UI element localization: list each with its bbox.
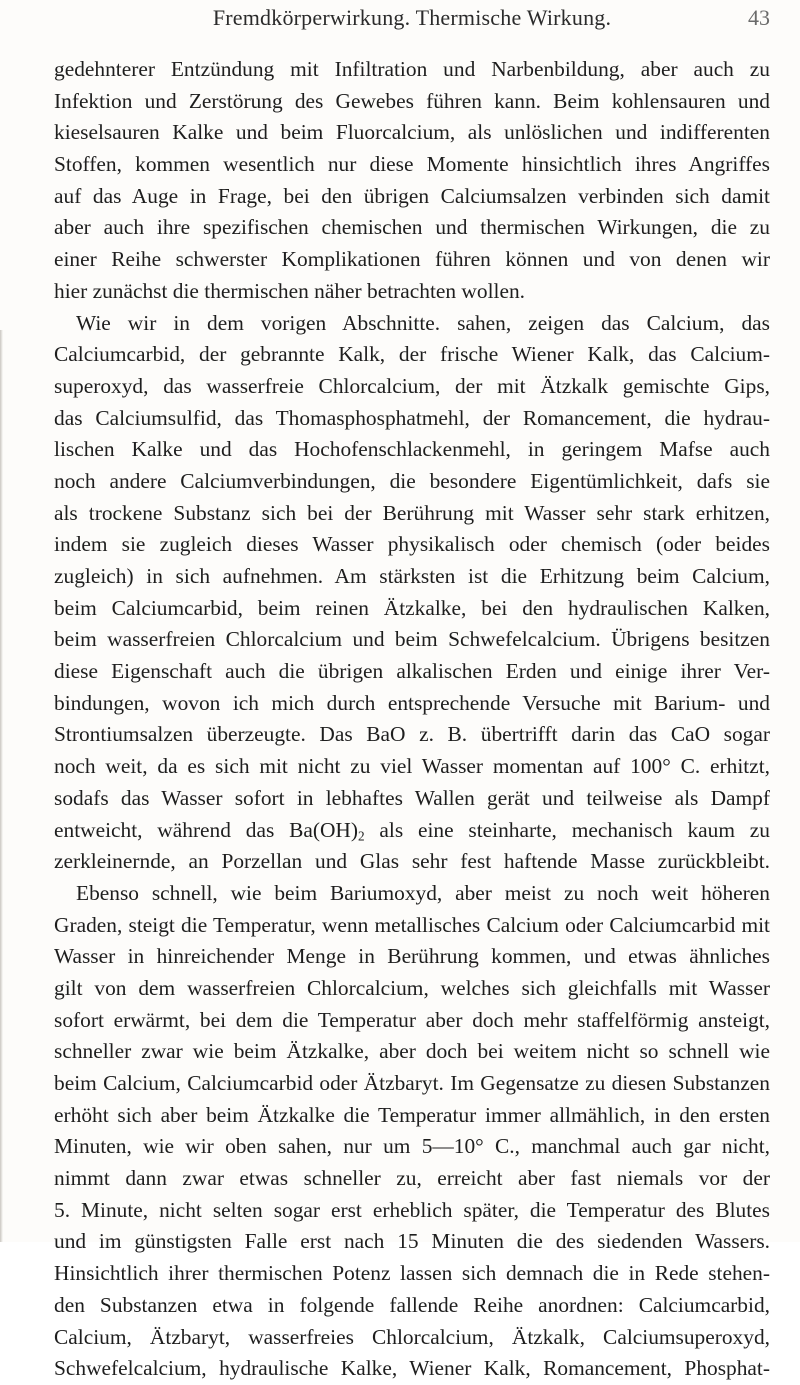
text-line: Stoffen, kommen wesentlich nur diese Momente hinsichtlich ihres Angriffes <box>54 152 770 177</box>
paragraph-first-line: Ebenso schnell, wie beim Bariumoxyd, aber meist zu noch weit höheren <box>76 880 770 905</box>
text-line: Strontiumsalzen überzeugte. Das BaO z. B. übertrifft darin das CaO sogar <box>54 722 770 747</box>
text-line: zugleich) in sich aufnehmen. Am stärksten ist die Erhitzung beim Calcium, <box>54 564 770 588</box>
text-line: beim Calciumcarbid, beim reinen Ätzkalke, bei den hydraulischen Kalken, <box>54 595 770 620</box>
running-title: Fremdkörperwirkung. Thermische Wirkung. <box>212 5 612 30</box>
text-line: gedehnterer Entzündung mit Infiltration und Narbenbildung, aber auch zu <box>54 57 770 81</box>
text-line: superoxyd, das wasserfreie Chlorcalcium, der mit Ätzkalk gemischte Gips, <box>54 373 770 398</box>
text-line: noch andere Calciumverbindungen, die besondere Eigentümlichkeit, dafs sie <box>54 468 770 493</box>
text-line: das Calciumsulfid, das Thomasphosphatmehl, der Romancement, die hydrau- <box>54 405 770 430</box>
page-edge-shadow <box>0 330 3 1242</box>
text-line: 5. Minute, nicht selten sogar erst erheblich später, die Temperatur des Blutes <box>54 1197 770 1222</box>
formula-text-after: als eine steinharte, mechanisch kaum zu <box>364 817 771 842</box>
text-line: beim wasserfreien Chlorcalcium und beim Schwefelcalcium. Übrigens besitzen <box>54 627 770 652</box>
paragraph-last-line: hier zunächst die thermischen näher betrachten wollen. <box>54 278 525 303</box>
text-line: auf das Auge in Frage, bei den übrigen Calciumsalzen verbinden sich damit <box>54 183 770 208</box>
text-line: noch weit, da es sich mit nicht zu viel Wasser momentan auf 100° C. erhitzt, <box>54 754 770 779</box>
text-line: zerkleinernde, an Porzellan und Glas sehr fest haftende Masse zurückbleibt. <box>54 849 770 874</box>
text-line: lischen Kalke und das Hochofenschlackenmehl, in geringem Mafse auch <box>54 437 770 462</box>
text-line: Calcium, Ätzbaryt, wasserfreies Chlorcalcium, Ätzkalk, Calciumsuperoxyd, <box>54 1324 770 1349</box>
text-line: sofort erwärmt, bei dem die Temperatur aber doch mehr staffelförmig ansteigt, <box>54 1007 770 1032</box>
paragraph-first-line: Wie wir in dem vorigen Abschnitte. sahen, zeigen das Calcium, das <box>76 310 770 335</box>
text-line: und im günstigsten Falle erst nach 15 Minuten die des siedenden Wassers. <box>54 1229 770 1254</box>
text-line: Wasser in hinreichender Menge in Berührung kommen, und etwas ähnliches <box>54 944 770 969</box>
text-line: als trockene Substanz sich bei der Berührung mit Wasser sehr stark erhitzen, <box>54 500 770 525</box>
text-line: Minuten, wie wir oben sahen, nur um 5—10° C., manchmal auch gar nicht, <box>54 1134 770 1159</box>
text-line: erhöht sich aber beim Ätzkalke die Temperatur immer allmählich, in den ersten <box>54 1102 770 1127</box>
text-line: kieselsauren Kalke und beim Fluorcalcium, als unlöslichen und indifferenten <box>54 120 770 145</box>
text-line: Schwefelcalcium, hydraulische Kalke, Wiener Kalk, Romancement, Phosphat- <box>54 1356 770 1381</box>
text-line: den Substanzen etwa in folgende fallende Reihe anordnen: Calciumcarbid, <box>54 1292 770 1317</box>
text-line: indem sie zugleich dieses Wasser physikalisch oder chemisch (oder beides <box>54 532 770 557</box>
text-line: einer Reihe schwerster Komplikationen führen können und von denen wir <box>54 247 770 272</box>
text-line: gilt von dem wasserfreien Chlorcalcium, welches sich gleichfalls mit Wasser <box>54 975 770 1000</box>
text-line: bindungen, wovon ich mich durch entsprechende Versuche mit Barium- und <box>54 690 770 715</box>
formula-subscript: 2 <box>357 827 365 843</box>
page-number: 43 <box>748 5 770 30</box>
text-line: aber auch ihre spezifischen chemischen und thermischen Wirkungen, die zu <box>54 215 770 240</box>
text-line: sodafs das Wasser sofort in lebhaftes Wallen gerät und teilweise als Dampf <box>54 785 770 810</box>
body-text <box>54 54 770 1385</box>
text-line: diese Eigenschaft auch die übrigen alkalischen Erden und einige ihrer Ver- <box>54 659 770 684</box>
text-line: Calciumcarbid, der gebrannte Kalk, der frische Wiener Kalk, das Calcium- <box>54 342 770 367</box>
text-line: nimmt dann zwar etwas schneller zu, erreicht aber fast niemals vor der <box>54 1166 770 1191</box>
text-line: beim Calcium, Calciumcarbid oder Ätzbaryt. Im Gegensatze zu diesen Substanzen <box>54 1071 770 1095</box>
text-line: Hinsichtlich ihrer thermischen Potenz lassen sich demnach die in Rede stehen- <box>54 1261 770 1286</box>
text-line: Graden, steigt die Temperatur, wenn metallisches Calcium oder Calciumcarbid mit <box>54 912 770 937</box>
text-line-with-formula <box>54 815 770 847</box>
text-line: schneller zwar wie beim Ätzkalke, aber doch bei weitem nicht so schnell wie <box>54 1039 770 1064</box>
text-line: Infektion und Zerstörung des Gewebes führen kann. Beim kohlensauren und <box>54 88 770 113</box>
running-head <box>54 5 770 39</box>
formula-text-before: entweicht, während das Ba(OH) <box>54 817 358 842</box>
